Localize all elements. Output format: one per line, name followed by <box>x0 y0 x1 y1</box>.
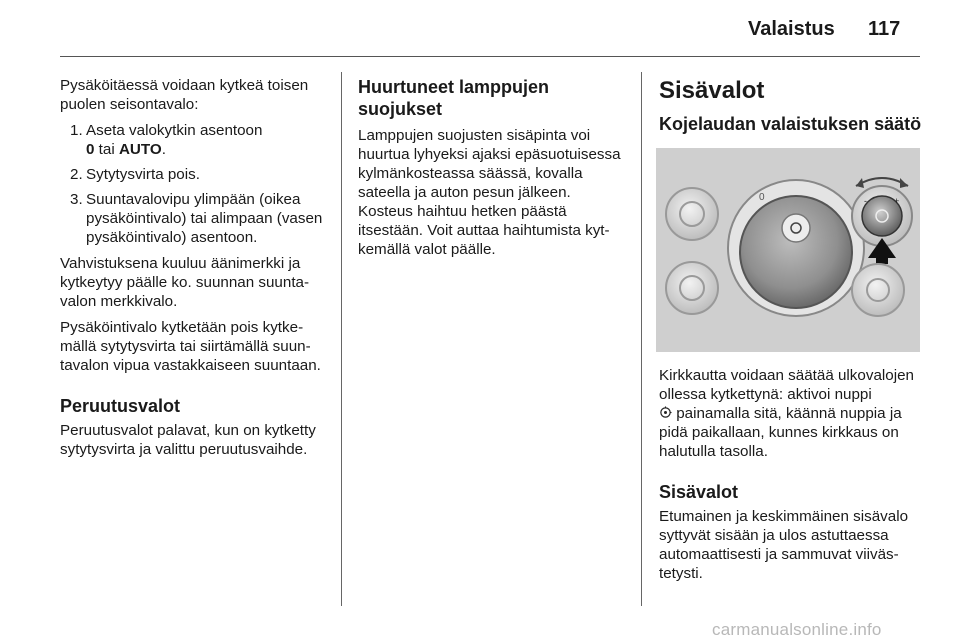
paragraph: Pysäköintivalo kytketään pois kytkemällä sytytysvirta tai siirtämällä suuntavalon vipua vastakkaiseen suuntaan. <box>60 319 321 374</box>
paragraph: Vahvistuksena kuuluu äänimerkki ja kytkeytyy päälle ko. suunnan suuntavalon merkkivalo. <box>60 255 310 310</box>
step-text: Aseta valokytkin asentoon <box>86 122 263 139</box>
paragraph: Peruutusvalot palavat, kun on kytketty sytytysvirta ja valittu peruutusvaihde. <box>60 422 316 458</box>
steps-list <box>60 121 330 247</box>
column-2 <box>358 76 624 266</box>
fog-light-rear-button <box>666 262 718 314</box>
step-bold-value: 0 <box>86 141 95 158</box>
section-heading: Peruutusvalot <box>60 396 181 416</box>
column-divider-2 <box>641 72 642 606</box>
main-light-switch-knob <box>728 180 864 316</box>
dimmer-plus-label: + <box>894 196 900 206</box>
section-heading: Sisävalot <box>659 482 739 502</box>
page-header-title: Valaistus <box>748 18 835 40</box>
list-item <box>60 121 330 159</box>
paragraph-text: painamalla sitä, käännä nuppia ja pidä paikallaan, kunnes kirkkaus on halutulla tasolla. <box>659 405 902 460</box>
step-number: 1. <box>70 122 83 139</box>
step-text: . <box>161 141 166 158</box>
step-number: 3. <box>70 191 83 208</box>
section-heading: Huurtuneet lamppujen suojukset <box>358 77 550 119</box>
paragraph: Etumainen ja keskimmäinen sisävalo syttyvät sisään ja ulos astuttaessa automaattisesti ja sammuvat viivästetysti. <box>659 508 909 582</box>
column-1 <box>60 76 330 466</box>
section-subheading: Kojelaudan valaistuksen säätö <box>659 114 922 134</box>
list-item <box>60 190 330 247</box>
step-text: tai <box>94 141 119 158</box>
page-number: 117 <box>868 18 901 40</box>
list-item <box>60 165 330 184</box>
dimmer-knob-icon <box>659 406 672 419</box>
watermark: carmanualsonline.info <box>712 620 882 639</box>
column-divider-1 <box>341 72 342 606</box>
dashboard-light-switch-illustration <box>656 148 920 352</box>
step-text: Suuntavalovipu ylimpään (oikea pysäköintivalo) tai alimpaan (vasen pysäköintivalo) asentoon. <box>86 191 323 246</box>
header-divider <box>60 56 920 57</box>
step-bold-value: AUTO <box>118 141 162 158</box>
dimmer-minus-label: - <box>864 196 867 206</box>
paragraph <box>659 366 925 461</box>
headlight-range-button <box>852 264 904 316</box>
switch-position-zero: 0 <box>759 192 765 203</box>
column-3 <box>659 76 925 590</box>
light-switch-panel-image <box>656 148 920 352</box>
step-text: Sytytysvirta pois. <box>86 166 200 183</box>
section-title: Sisävalot <box>659 77 765 104</box>
paragraph-text: Kirkkautta voidaan säätää ulkovalojen ollessa kytkettynä: aktivoi nuppi <box>659 367 914 403</box>
paragraph: Lamppujen suojusten sisäpinta voi huurtua lyhyeksi ajaksi epäsuotuisessa kylmänkosteassa säässä, kovalla sateella ja auton pesun jälkeen. Kosteus haihtuu hetken päästä itsestään. Voit auttaa haihtumista kytkemällä valot päälle. <box>358 127 621 258</box>
fog-light-front-button <box>666 188 718 240</box>
intro-text: Pysäköitäessä voidaan kytkeä toisen puolen seisontavalo: <box>60 77 309 113</box>
step-number: 2. <box>70 166 83 183</box>
